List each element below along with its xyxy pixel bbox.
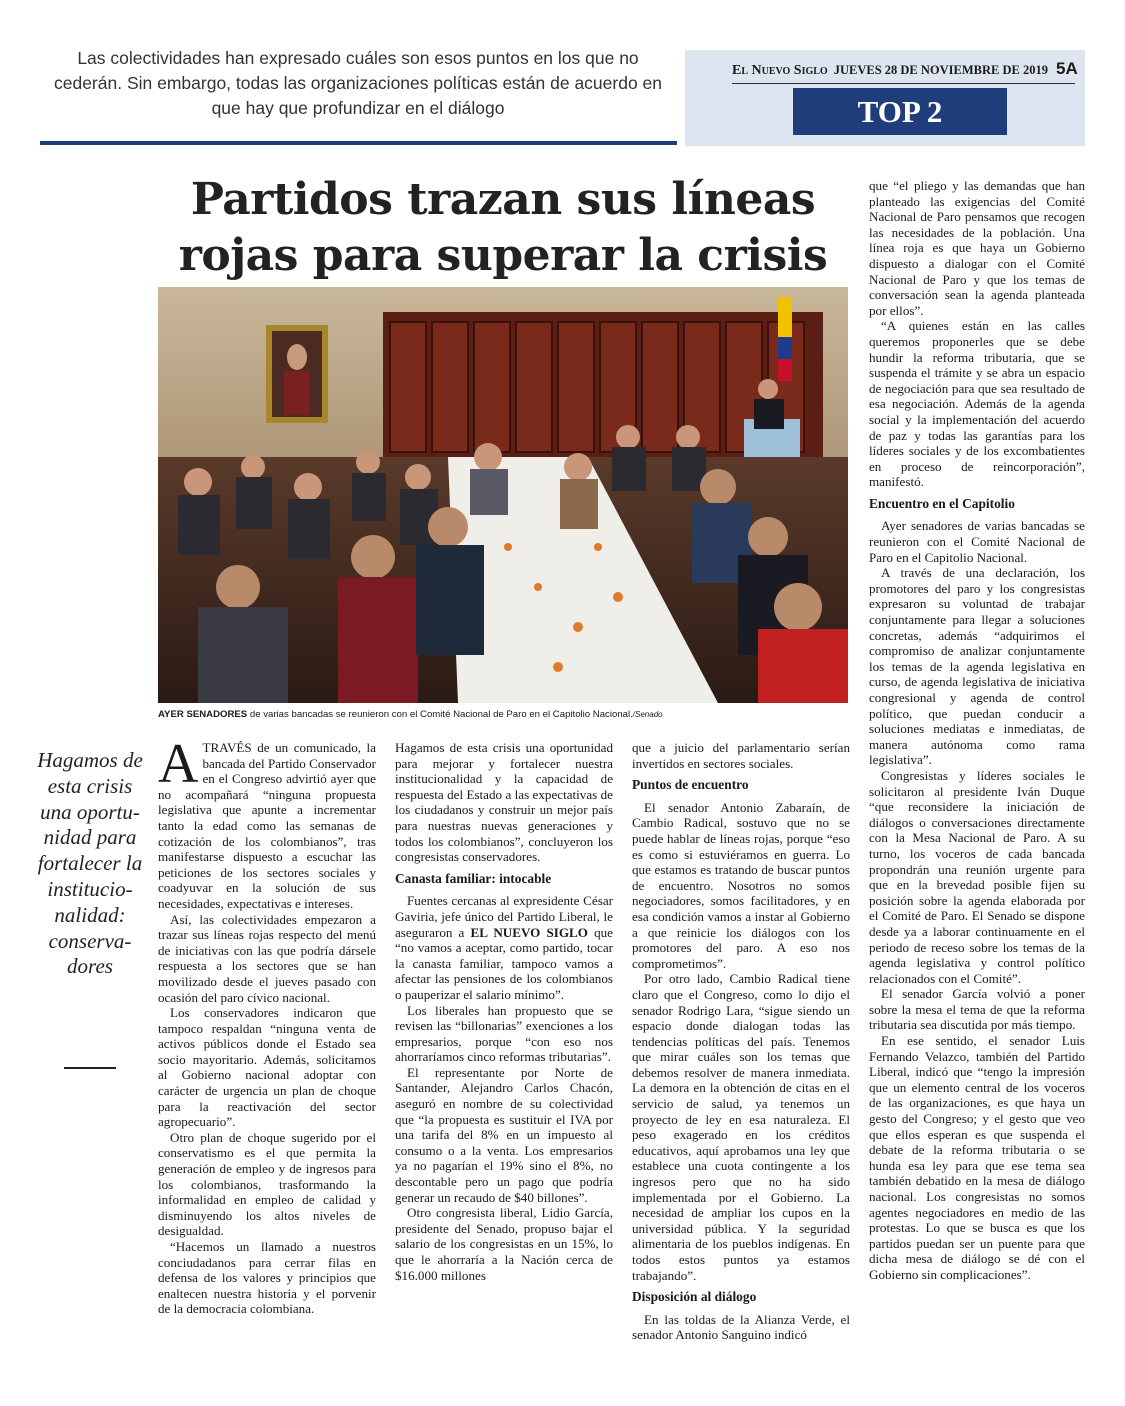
- newspaper-mention: EL NUEVO SIGLO: [470, 924, 588, 940]
- page-number: 5A: [1055, 59, 1078, 78]
- paragraph: A través de una declaración, los promotores del paro y los congresistas expresaron su voluntad de trabajar conjuntamente para llegar a soluciones concretas, además “adquirimos el compromiso de analizar conjuntamente los temas de la agenda legislativa en curso, de agenda legislativa de iniciativa congresional y agenda de control político, que puedan conducir a soluciones mediatas e inmediatas, de manera autónoma como rama legislativa”.: [869, 565, 1085, 768]
- headline: Partidos trazan sus líneas rojas para superar la crisis: [178, 174, 828, 281]
- subheading-canasta: Canasta familiar: intocable: [395, 870, 552, 886]
- paragraph: En las toldas de la Alianza Verde, el senador Antonio Sanguino indicó: [632, 1311, 850, 1343]
- paragraph-text: TRAVÉS de un comunicado, la bancada del Partido Conservador en el Congreso advirtió ayer que no acompañará “ninguna propuesta legislativa que apunte a incrementar tanto la edad como las semanas de cotización de los colombianos”, tras manifestarse dispuesto a escuchar las peticiones de los sectores sociales y coadyuvar en la solución de sus necesidades, expectativas e intereses.: [158, 740, 376, 911]
- paragraph: que a juicio del parlamentario serían invertidos en sectores sociales.: [632, 740, 850, 771]
- article-deck: Las colectividades han expresado cuáles son esos puntos en los que no cederán. Sin embargo, todas las organizaciones políticas están de acuerdo en que hay que profundizar en el diálogo: [53, 48, 663, 118]
- paragraph: Congresistas y líderes sociales le solicitaron al presidente Iván Duque “que reconsidere la iniciación de diálogos o conversaciones directamente con la Mesa Nacional de Paro. A su turno, los voceros de cada bancada propondrán una reunión urgente para que en la brevedad posible fijen su posición sobre la agenda elaborada por el Comité de Paro. El Senado se dispone desde ya a laborar continuamente en el periodo de receso sobre los temas de la agenda legislativa y control político relacionados con el Comité”.: [869, 767, 1085, 986]
- paragraph: Ayer senadores de varias bancadas se reunieron con el Comité Nacional de Paro en el Capitolio Nacional.: [869, 518, 1085, 565]
- masthead-line: [732, 59, 1078, 84]
- drop-cap: A: [158, 733, 199, 795]
- paragraph: que “el pliego y las demandas que han planteado las exigencias del Comité Nacional de Paro pensamos que recogen las necesidades de la población. Una línea roja es que haya un Gobierno dispuesto a dialogar con el Comité Nacional de Paro y que los temas de conversación sean la agenda planteada por ellos”.: [869, 178, 1085, 318]
- paragraph: Así, las colectividades empezaron a trazar sus líneas rojas respecto del menú de iniciativas con las que podría dársele respuesta a los sectores que se han movilizado desde el jueves pasado con ocasión del paro cívico nacional.: [158, 911, 376, 1005]
- issue-date: JUEVES 28 DE NOVIEMBRE DE 2019: [833, 63, 1048, 77]
- paragraph: “A quienes están en las calles queremos proponerles que se debe hundir la reforma tributaria, que se suspenda el trámite y se abra un espacio de negociación para que sea resultado de esa negociación. Además de la agenda social y la implementación del acuerdo de paz y todas las garantías para los líderes sociales y de los excombatientes en proceso de reincorporación”, manifestó.: [869, 318, 1085, 490]
- photo-caption: [158, 709, 848, 720]
- paragraph: Otro congresista liberal, Lidio García, presidente del Senado, propuso bajar el salario de los congresistas en un 15%, lo que le ahorraría a la Nación cerca de $16.000 millones: [395, 1205, 613, 1283]
- paragraph: Otro plan de choque sugerido por el conservatismo es el que permita la generación de empleo y de ingresos para los colombianos, trasformando la informalidad en empleo de calidad y disminuyendo los altos niveles de desigualdad.: [158, 1129, 376, 1239]
- paragraph: Los liberales han propuesto que se revisen las “billonarias” exenciones a los empresarios, porque “con eso nos ahorraríamos cinco reformas tributarias”.: [395, 1002, 613, 1065]
- deck-divider: [40, 141, 677, 145]
- article-column-3: [632, 740, 850, 1343]
- subheading-puntos: Puntos de encuentro: [632, 777, 749, 793]
- subheading-disposicion: Disposición al diálogo: [632, 1289, 757, 1305]
- paragraph: Hagamos de esta crisis una oportunidad para mejorar y fortalecer nuestra institucionalidad y la capacidad de respuesta del Estado a las expectativas de los ciudadanos y construir un mejor país para nuestras nuevas generaciones y todos los colombianos”, concluyeron los congresistas conservadores.: [395, 740, 613, 865]
- article-column-1: [158, 733, 376, 1317]
- paragraph: Por otro lado, Cambio Radical tiene claro que el Congreso, como lo dijo el senador Rodrigo Lara, “sigue siendo un espacio donde dialogan todas las tendencias políticas del país. Tenemos que mirar cuáles son los temas que debemos resolver de manera inmediata. La demora en la obtención de citas en el servicio de salud, ya tenemos un proyecto de ley en esa naturaleza. El peso exagerado en los créditos educativos, aquí aprobamos una ley que establece una cuota contingente a los ingresos pero que no ha sido implementada por el Gobierno. La necesidad de ampliar los cupos en la universidad pública. Y la seguridad alimentaria de los pueblos indígenas. En todos estos puntos ya estamos trabajando”.: [632, 971, 850, 1283]
- paragraph: En ese sentido, el senador Luis Fernando Velazco, también del Partido Liberal, indicó que “tengo la impresión que un elemento central de los voceros de las organizaciones, es que haya un gesto del Congreso; y el gesto que veo que ellos esperan es que suspenda el debate de la reforma tributaria o se hunda esa ley para que ese tema sea también debatido en la mesa de diálogo nacional. Los congresistas no somos agentes negociadores en medio de las protestas. Lo que se busca es que los partidos puedan ser un puente para que dicha mesa de diálogo se dé con el Gobierno sin complicaciones”.: [869, 1033, 1085, 1282]
- masthead-box: [685, 50, 1085, 146]
- paragraph: “Hacemos un llamado a nuestros conciudadanos para cerrar filas en defensa de los valores y principios que enaltecen nuestra historia y el porvenir de la democracia colombiana.: [158, 1239, 376, 1317]
- photo-credit: /Senado: [632, 710, 663, 719]
- subheading-encuentro: Encuentro en el Capitolio: [869, 495, 1015, 511]
- pull-quote-rule: [64, 1067, 116, 1069]
- newspaper-name: El Nuevo Siglo: [732, 63, 828, 78]
- pull-quote: Hagamos de esta crisis una oportu- nidad para fortalecer la institucio- nalidad: conserva- dores: [37, 748, 143, 979]
- paragraph: Los conservadores indicaron que tampoco respaldan “ninguna venta de activos públicos donde el Estado sea socio mayoritario. Además, solicitamos al Gobierno nacional adoptar con carácter de urgencia un plan de choque para la reactivación del sector agropecuario”.: [158, 1005, 376, 1130]
- paragraph-text: Fuentes cercanas al expresidente César Gaviria, jefe único del Partido Liberal, le aseguraron a: [395, 893, 613, 940]
- paragraph: El representante por Norte de Santander, Alejandro Carlos Chacón, aseguró en nombre de su colectividad que “la propuesta es sustituir el IVA por una tarifa del 8% en un impuesto al consumo o a la venta. Los empresarios ya no pagarían el 19% sino el 8%, no descontable pero un pago que podría generar un recaudo de $40 billones”.: [395, 1064, 613, 1205]
- paragraph: El senador García volvió a poner sobre la mesa el tema de que la reforma tributaria sea discutida por más tiempo.: [869, 986, 1085, 1033]
- article-column-2: [395, 740, 613, 1283]
- meeting-photo-illustration: [158, 287, 848, 703]
- article-column-4: [869, 178, 1085, 1283]
- paragraph: El senador Antonio Zabaraín, de Cambio Radical, sostuvo que no se puede hablar de líneas rojas, porque “eso es como si estuviéramos en guerra. Lo que estamos es tratando de buscar puntos de encuentro. Nosotros no somos negociadores, somos facilitadores, y en esa condición vamos a instar al Gobierno a que reinicie los diálogos con los promotores del paro. A eso nos comprometimos”.: [632, 799, 850, 971]
- section-badge: TOP 2: [793, 88, 1007, 135]
- caption-text: de varias bancadas se reunieron con el Comité Nacional de Paro en el Capitolio Nacional.: [247, 709, 633, 720]
- paragraph-text: que “no vamos a aceptar, como partido, tocar la canasta familiar, tampoco vamos a afectar las pensiones de los colombianos o pauperizar el salario mínimo”.: [395, 924, 613, 1002]
- paragraph: [395, 893, 613, 1002]
- meeting-photo: [158, 287, 848, 703]
- caption-lead: AYER SENADORES: [158, 709, 248, 720]
- paragraph: [158, 733, 376, 912]
